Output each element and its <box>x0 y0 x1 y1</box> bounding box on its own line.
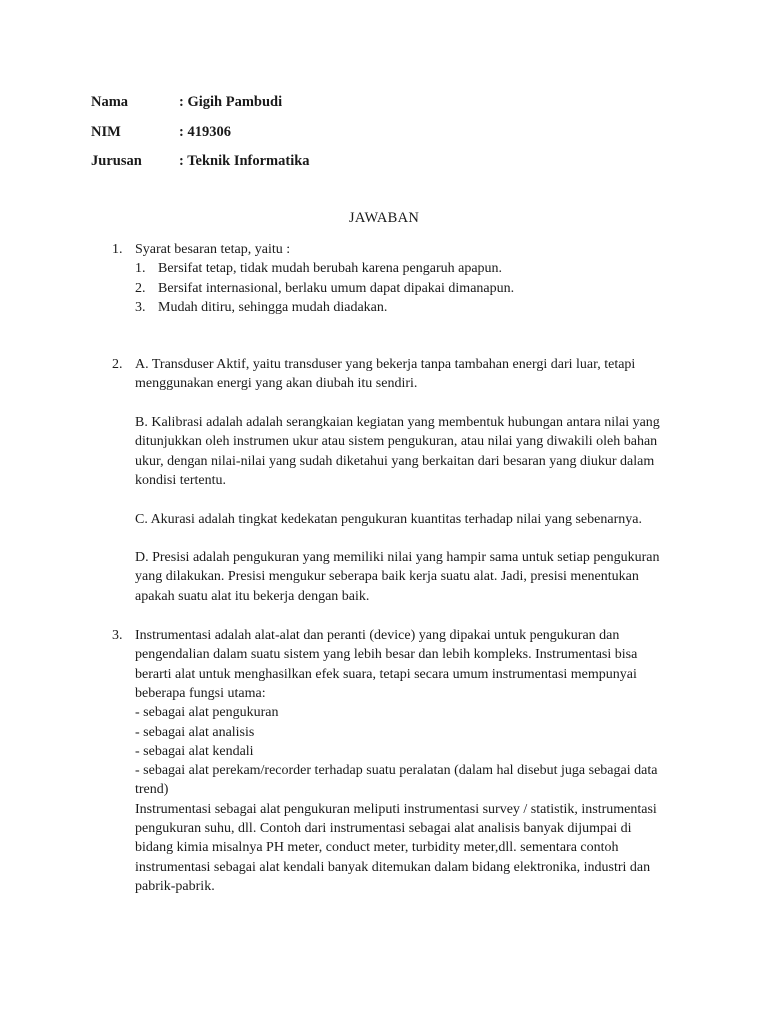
spacer <box>135 394 672 413</box>
answer-2 <box>112 355 672 606</box>
answer-2a: A. Transduser Aktif, yaitu transduser yang bekerja tanpa tambahan energi dari luar, tetapi menggunakan energi yang akan diubah itu sendiri. <box>135 357 636 392</box>
list-item: - sebagai alat kendali <box>135 743 254 759</box>
answer-2b: B. Kalibrasi adalah adalah serangkaian kegiatan yang membentuk hubungan antara nilai yang ditunjukkan oleh instrumen ukur atau sistem pengukuran, atau nilai yang diwakili oleh bahan ukur, dengan nilai-nilai yang sudah diketahui yang berkaitan dari besaran yang diukur dalam kondisi tertentu. <box>135 415 660 488</box>
spacer <box>135 490 672 509</box>
name-row <box>91 92 310 122</box>
list-item-text: Bersifat internasional, berlaku umum dapat dipakai dimanapun. <box>158 280 515 296</box>
list-item-text: Bersifat tetap, tidak mudah berubah karena pengaruh apapun. <box>158 261 503 277</box>
major-row <box>91 151 310 181</box>
list-item: - sebagai alat analisis <box>135 724 255 740</box>
list-item-number: 2. <box>135 280 146 296</box>
list-item-text: Mudah ditiru, sehingga mudah diadakan. <box>158 299 388 315</box>
list-item: - sebagai alat perekam/recorder terhadap suatu peralatan (dalam hal disebut juga sebagai data trend) <box>135 763 658 798</box>
page-title: JAWABAN <box>348 210 420 226</box>
answer-1-intro: Syarat besaran tetap, yaitu : <box>135 242 291 257</box>
student-info <box>91 92 310 181</box>
list-item: - sebagai alat pengukuran <box>135 705 279 721</box>
name-label: Nama <box>91 94 129 110</box>
answer-3-closing: Instrumentasi sebagai alat pengukuran meliputi instrumentasi survey / statistik, instrumentasi pengukuran suhu, dll. Contoh dari instrumentasi sebagai alat analisis banyak dijumpai di bidang kimia misalnya PH meter, conduct meter, turbidity meter,dll. sementara contoh instrumentasi sebagai alat kendali banyak ditemukan dalam bidang elektronika, industri dan pabrik-pabrik. <box>135 801 657 894</box>
answer-2c: C. Akurasi adalah tingkat kedekatan pengukuran kuantitas terhadap nilai yang sebenarnya. <box>135 511 642 527</box>
answer-number: 1. <box>112 242 123 257</box>
nim-row <box>91 122 310 152</box>
spacer <box>112 606 672 626</box>
answers <box>112 240 672 896</box>
answer-body <box>135 240 672 317</box>
list-item <box>135 259 672 278</box>
answer-body <box>135 626 672 896</box>
nim-label: NIM <box>91 123 121 140</box>
answer-number: 2. <box>112 357 123 373</box>
major-value: : Teknik Informatika <box>179 153 310 169</box>
answer-2d: D. Presisi adalah pengukuran yang memiliki nilai yang hampir sama untuk setiap pengukuran yang dilakukan. Presisi mengukur seberapa baik kerja suatu alat. Jadi, presisi menentukan apakah suatu alat itu bekerja dengan baik. <box>135 550 660 604</box>
spacer <box>135 529 672 548</box>
list-item-number: 1. <box>135 261 146 277</box>
list-item <box>135 298 672 317</box>
list-item <box>135 279 672 298</box>
major-label: Jurusan <box>91 153 142 169</box>
answer-body <box>135 355 672 606</box>
answer-number: 3. <box>112 628 123 644</box>
spacer <box>112 317 672 355</box>
answer-3-intro: Instrumentasi adalah alat-alat dan peranti (device) yang dipakai untuk pengukuran dan pengendalian dalam suatu sistem yang lebih besar dan lebih kompleks. Instrumentasi bisa berarti alat untuk menghasilkan efek suara, tetapi secara umum instrumentasi mempunyai beberapa fungsi utama: <box>135 628 638 701</box>
answer-3 <box>112 626 672 896</box>
nim-value: : 419306 <box>179 123 231 140</box>
name-value: : Gigih Pambudi <box>179 94 283 110</box>
list-item-number: 3. <box>135 299 146 315</box>
answer-1 <box>112 240 672 317</box>
